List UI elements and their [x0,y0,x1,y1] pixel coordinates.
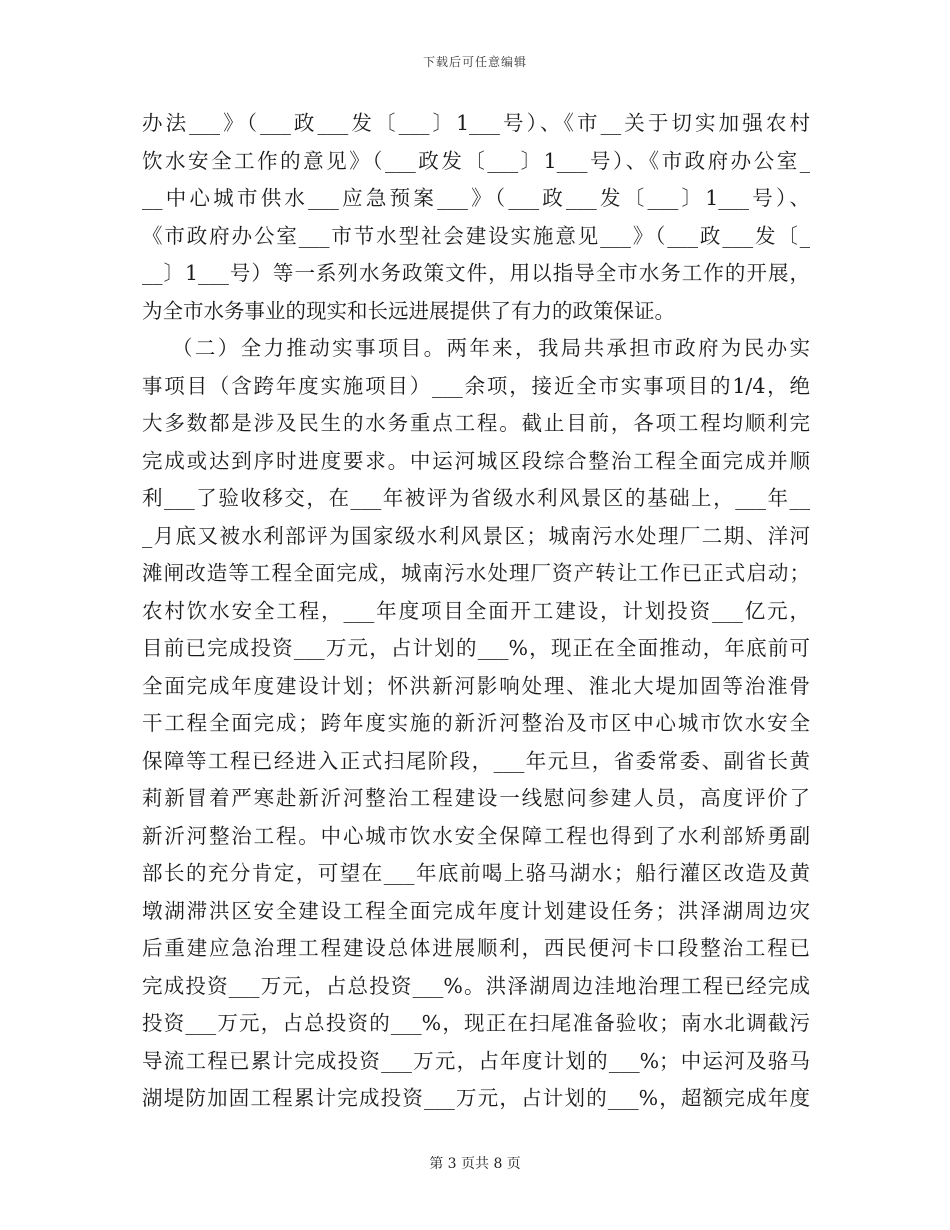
text-line: 墩湖滞洪区安全建设工程全面完成年度计划建设任务；洪泽湖周边灾 [142,898,810,923]
text-line: 莉新冒着严寒赴新沂河整治工程建设一线慰问参建人员，高度评价了 [142,786,810,810]
document-body [142,105,810,1118]
text-line: 完成或达到序时进度要求。中运河城区段综合整治工程全面完成并顺 [142,448,810,473]
text-line: 利___了验收移交，在___年被评为省级水利风景区的基础上，___年__ [142,486,810,510]
text-line: 干工程全面完成；跨年度实施的新沂河整治及市区中心城市饮水安全 [142,711,810,735]
paragraph-start-line: （二）全力推动实事项目。两年来，我局共承担市政府为民办实 [172,336,810,360]
text-line: 新沂河整治工程。中心城市饮水安全保障工程也得到了水利部矫勇副 [142,823,810,848]
text-line: 部长的充分肯定，可望在___年底前喝上骆马湖水；船行灌区改造及黄 [142,861,810,885]
text-line: 《市政府办公室___市节水型社会建设实施意见___》（___政___发〔_ [142,223,810,248]
text-line: 饮水安全工作的意见》（___政发〔___〕1___号）、《市政府办公室_ [142,148,810,173]
text-line: 大多数都是涉及民生的水务重点工程。截止目前，各项工程均顺利完 [142,411,810,435]
text-line: 导流工程已累计完成投资___万元，占年度计划的___%；中运河及骆马 [142,1048,810,1073]
text-line: 目前已完成投资___万元，占计划的___%，现正在全面推动，年底前可 [142,636,810,660]
text-line: 后重建应急治理工程建设总体进展顺利，西民便河卡口段整治工程已 [142,936,810,960]
text-line: 湖堤防加固工程累计完成投资___万元，占计划的___%，超额完成年度 [142,1086,810,1110]
text-line: 事项目（含跨年度实施项目）___余项，接近全市实事项目的1/4，绝 [142,373,810,398]
text-line: 农村饮水安全工程，___年度项目全面开工建设，计划投资___亿元， [142,598,810,623]
text-line: 为全市水务事业的现实和长远进展提供了有力的政策保证。 [142,298,675,323]
text-line: __中心城市供水___应急预案___》（___政___发〔___〕1___号）、 [142,186,810,210]
text-line: __〕1___号）等一系列水务政策文件，用以指导全市水务工作的开展， [142,261,810,285]
text-line: 滩闸改造等工程全面完成，城南污水处理厂资产转让工作已正式启动； [142,561,810,585]
text-line: 投资___万元，占总投资的___%，现正在扫尾准备验收；南水北调截污 [142,1011,810,1035]
text-line: 全面完成年度建设计划；怀洪新河影响处理、淮北大堤加固等治淮骨 [142,673,810,698]
text-line: _月底又被水利部评为国家级水利风景区；城南污水处理厂二期、洋河 [142,523,810,548]
text-line: 保障等工程已经进入正式扫尾阶段，___年元旦，省委常委、副省长黄 [142,748,810,773]
text-line: 办法___》（___政___发〔___〕1___号）、《市__关于切实加强农村 [142,111,810,135]
text-line: 完成投资___万元，占总投资___%。洪泽湖周边洼地治理工程已经完成 [142,973,810,998]
page-number-footer: 第 3 页共 8 页 [429,1156,521,1172]
page-header: 下载后可任意编辑 [422,55,527,69]
